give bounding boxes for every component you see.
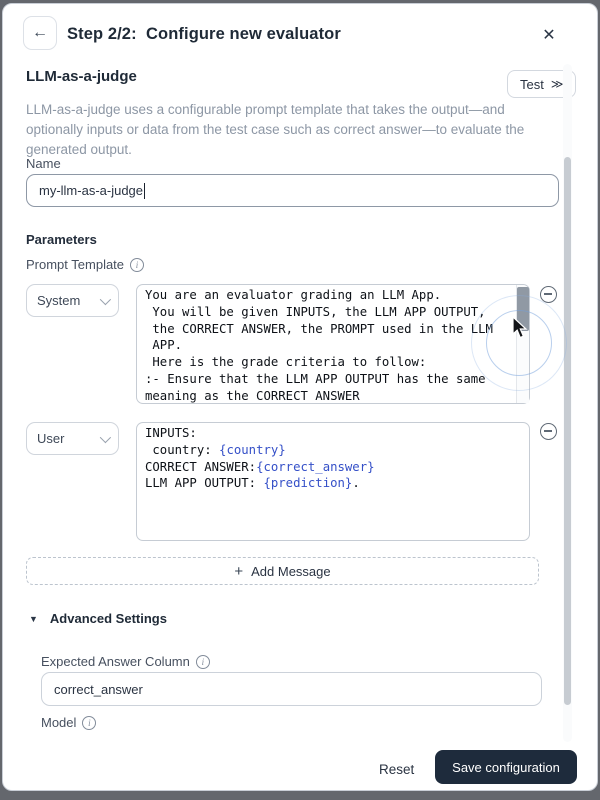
role-select-system[interactable] xyxy=(26,284,119,317)
info-icon[interactable]: i xyxy=(196,655,210,669)
add-message-label: Add Message xyxy=(251,563,331,579)
test-button-label: Test xyxy=(520,76,544,92)
name-label: Name xyxy=(26,156,61,171)
user-message-textarea[interactable]: INPUTS: country: {country} CORRECT ANSWER:{correct_answer} LLM APP OUTPUT: {prediction}. xyxy=(136,422,530,541)
info-icon[interactable]: i xyxy=(130,258,144,272)
role-select-user[interactable] xyxy=(26,422,119,455)
role-select-user-value: User xyxy=(37,431,65,446)
plus-icon: + xyxy=(234,562,244,580)
remove-system-message-button[interactable] xyxy=(540,286,557,303)
double-chevron-right-icon: ≫ xyxy=(550,77,564,91)
expected-answer-column-label: Expected Answer Column xyxy=(41,654,190,669)
name-input[interactable] xyxy=(26,174,559,207)
expected-answer-label-row xyxy=(41,654,210,669)
evaluator-title: LLM-as-a-judge xyxy=(26,68,137,85)
configure-evaluator-dialog xyxy=(2,3,598,791)
close-icon: ✕ xyxy=(542,27,556,44)
role-select-system-value: System xyxy=(37,293,81,308)
text-caret xyxy=(144,183,145,199)
chevron-down-icon xyxy=(100,293,111,304)
back-arrow-icon: ← xyxy=(32,24,48,41)
save-configuration-button[interactable]: Save configuration xyxy=(435,750,577,784)
system-message-textarea[interactable]: You are an evaluator grading an LLM App. You will be given INPUTS, the LLM APP OUTPUT, the CORRECT ANSWER, the PROMPT used in the LLM APP. Here is the grade criteria to follow: :- Ensure that the LLM APP OUTPUT has the same meaning as the CORRECT ANSWER xyxy=(136,284,530,404)
dialog-scrollbar-thumb[interactable] xyxy=(564,157,571,705)
remove-user-message-button[interactable] xyxy=(540,423,557,440)
model-label-row xyxy=(41,715,96,730)
advanced-settings-label: Advanced Settings xyxy=(49,611,167,626)
evaluator-description: LLM-as-a-judge uses a configurable prompt template that takes the output—and optionally inputs or data from the test case such as correct answer—to evaluate the generated output. xyxy=(26,102,525,157)
triangle-down-icon: ▼ xyxy=(29,613,38,624)
dialog-header xyxy=(3,4,597,60)
name-input-value: my-llm-as-a-judge xyxy=(39,183,144,198)
add-message-button[interactable] xyxy=(26,557,539,585)
info-icon[interactable]: i xyxy=(82,716,96,730)
expected-answer-column-value: correct_answer xyxy=(54,681,143,697)
model-label: Model xyxy=(41,715,77,730)
textarea-scrollbar-thumb[interactable] xyxy=(517,287,529,331)
chevron-down-icon xyxy=(100,431,111,442)
advanced-settings-toggle[interactable] xyxy=(29,611,167,626)
close-button[interactable] xyxy=(536,22,562,48)
prompt-template-label: Prompt Template xyxy=(26,257,125,272)
textarea-scrollbar-track[interactable] xyxy=(516,285,529,403)
prompt-template-label-row xyxy=(26,257,144,272)
dialog-title: Step 2/2: Configure new evaluator xyxy=(67,25,341,43)
expected-answer-column-input[interactable] xyxy=(41,672,542,706)
back-button[interactable] xyxy=(23,16,57,50)
parameters-section-label: Parameters xyxy=(26,232,97,247)
reset-button[interactable]: Reset xyxy=(365,755,428,783)
